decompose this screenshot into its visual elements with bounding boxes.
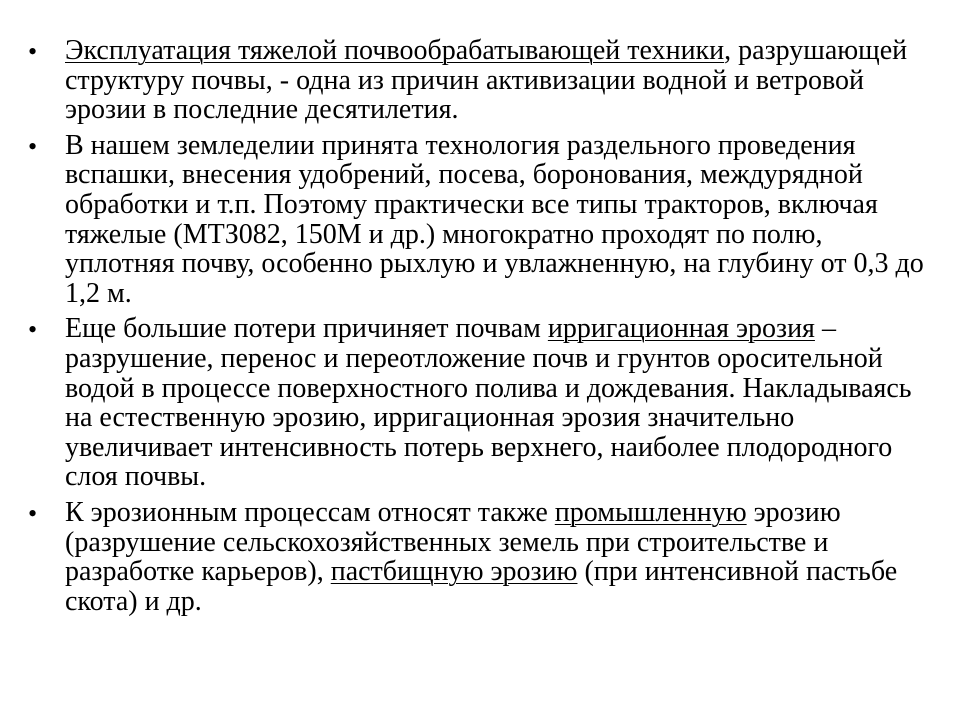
bullet-icon: • [28, 498, 38, 528]
item-3-text-intro: Еще большие потери причиняет почвам [65, 313, 548, 345]
item-4-text-mid: эрозию (разрушение сельскохозяйственных земель при строительстве и разработке карьеров), [65, 496, 841, 588]
term-pasture-erosion: пастбищную эрозию [330, 556, 578, 588]
item-3-text-body: – разрушение, перенос и переотложение почв и грунтов оросительной водой в процессе поверхностного полива и дождевания. Накладываясь на естественную эрозию, ирригационная эрозия значительно увеличивает интенсивность потерь верхнего, наиболее плодородного слоя почвы. [65, 313, 912, 493]
term-heavy-machinery: Эксплуатация тяжелой почвообрабатывающей техники [65, 35, 725, 66]
term-irrigation-erosion: ирригационная эрозия [547, 313, 815, 345]
bullet-list [0, 36, 960, 622]
item-1-text: , разрушающей структуру почвы, - одна из причин активизации водной и ветровой эрозии в последние десятилетия. [65, 35, 908, 126]
item-4-text-intro: К эрозионным процессам относят также [65, 496, 555, 528]
bullet-item-4 [0, 498, 925, 616]
bullet-item-1 [0, 36, 925, 125]
bullet-icon: • [28, 131, 38, 161]
bullet-item-3 [0, 314, 925, 492]
item-2-text: В нашем земледелии принята технология раздельного проведения вспашки, внесения удобрений, посева, боронования, междурядной обработки и т.п. Поэтому практически все типы тракторов, включая тяжелые (МТЗ082, 150М и др.) многократно проходят по полю, уплотняя почву, особенно рыхлую и увлажненную, на глубину от 0,3 до 1,2 м. [65, 129, 924, 309]
item-4-text-end: (при интенсивной пастьбе скота) и др. [65, 556, 898, 617]
bullet-icon: • [28, 315, 38, 345]
bullet-item-2 [0, 131, 925, 309]
bullet-icon: • [28, 37, 38, 66]
term-industrial-erosion: промышленную [554, 496, 747, 528]
